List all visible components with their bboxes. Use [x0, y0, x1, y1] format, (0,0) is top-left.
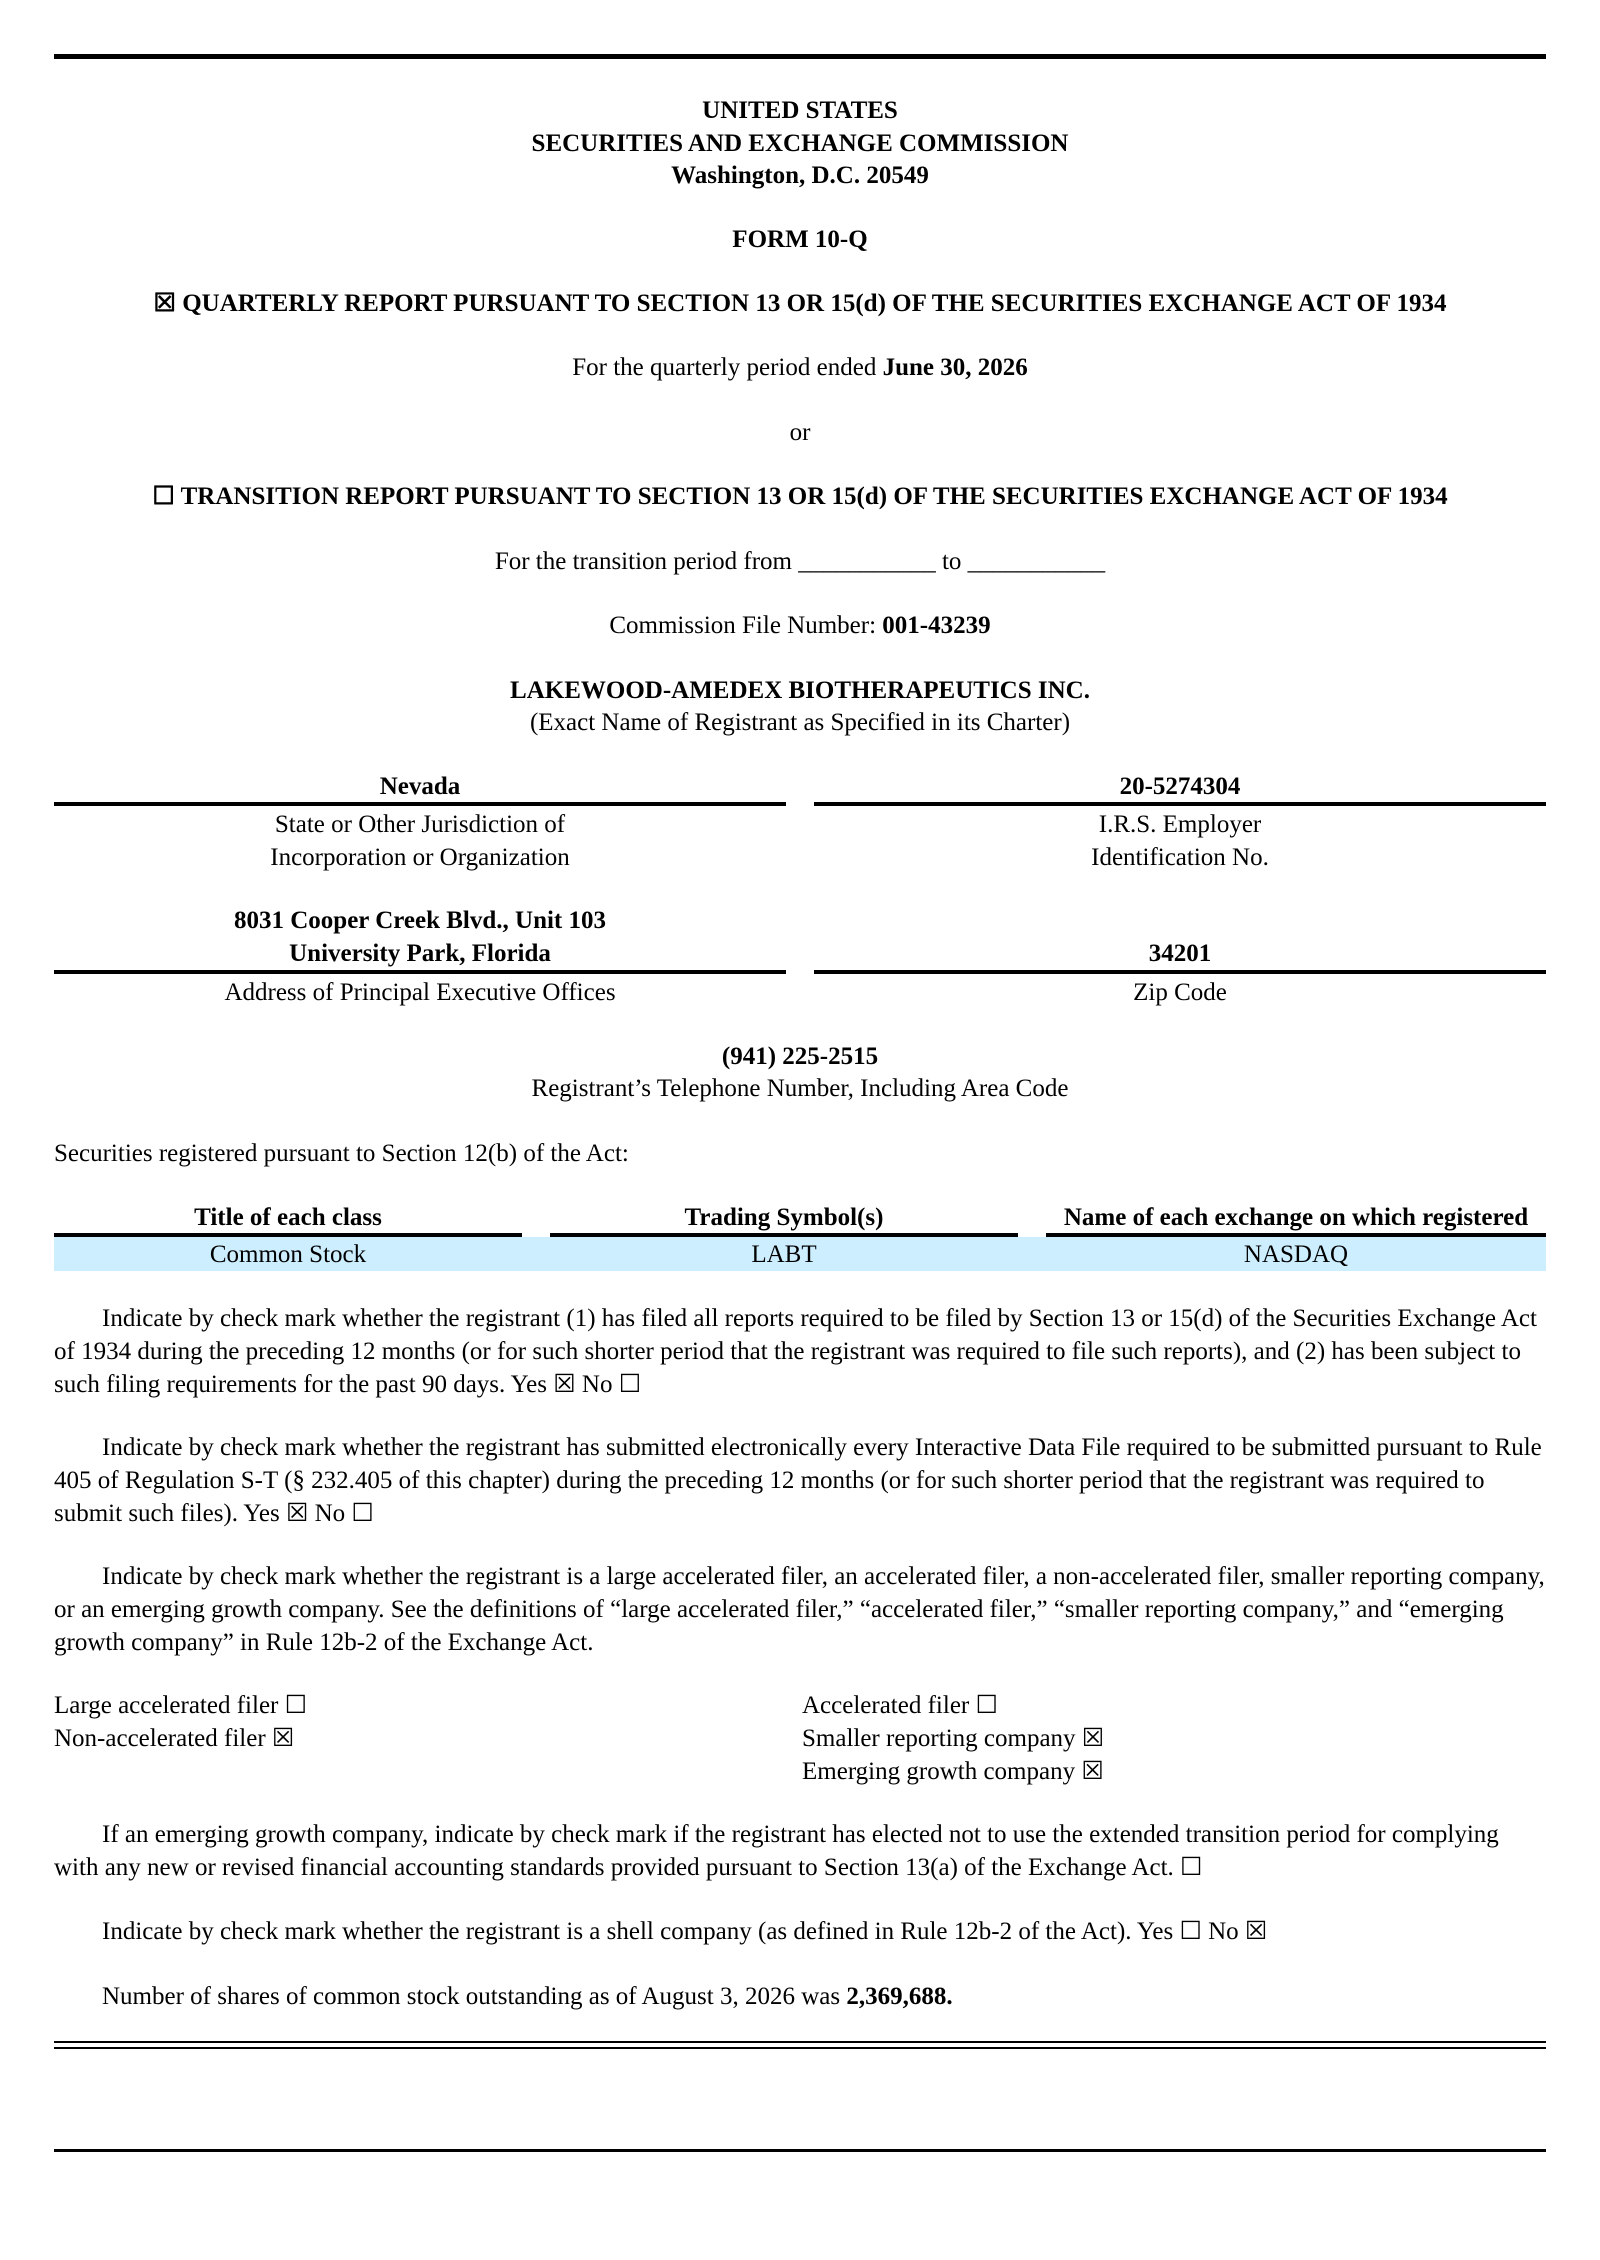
transition-period: For the transition period from ___________ to ___________	[494, 548, 1106, 575]
registrant-name-caption: (Exact Name of Registrant as Specified in its Charter)	[529, 709, 1071, 736]
securities-intro: Securities registered pursuant to Section 12(b) of the Act:	[54, 1140, 629, 1167]
non-accelerated-filer: Non-accelerated filer ☒	[54, 1725, 295, 1752]
executive-office-address	[54, 904, 786, 970]
top-rule	[54, 54, 1546, 59]
header-exchange-name: Name of each exchange on which registered	[1063, 1204, 1529, 1231]
zip-code: 34201	[1148, 940, 1212, 967]
file-number-value: 001-43239	[882, 612, 991, 639]
agency-line-3: Washington, D.C. 20549	[671, 162, 929, 189]
accelerated-filer: Accelerated filer ☐	[802, 1692, 998, 1719]
reporting-compliance-paragraph: Indicate by check mark whether the registrant (1) has filed all reports required to be filed by Section 13 or 15(d) of the Securities Exchange Act of 1934 during the preceding 12 months (or for such shorter period that the registrant was required to file such reports), and (2) has been subject to such filing requirements for the past 90 days. Yes ☒ No ☐	[54, 1305, 1537, 1398]
commission-file-number	[54, 609, 1546, 642]
state-caption	[54, 808, 786, 874]
quarterly-report-line	[54, 287, 1546, 320]
filer-status-right	[802, 1689, 1104, 1788]
address-rule	[54, 970, 786, 974]
zip-caption: Zip Code	[1133, 979, 1227, 1006]
period-date: June 30, 2026	[882, 354, 1028, 381]
agency-line-2: SECURITIES AND EXCHANGE COMMISSION	[531, 130, 1069, 157]
transition-checkbox: ☐	[152, 483, 175, 510]
header-title-of-class: Title of each class	[194, 1204, 382, 1231]
period-prefix: For the quarterly period ended	[572, 354, 883, 381]
interactive-data-paragraph: Indicate by check mark whether the registrant has submitted electronically every Interactive Data File required to be submitted pursuant to Rule 405 of Regulation S-T (§ 232.405 of this chapter) during the preceding 12 months (or for such shorter period that the registrant was required to submit such files). Yes ☒ No ☐	[54, 1434, 1542, 1527]
shares-outstanding-paragraph	[54, 1980, 1546, 2013]
file-number-prefix: Commission File Number:	[609, 612, 883, 639]
cell-exchange: NASDAQ	[1243, 1241, 1349, 1268]
ein-caption-line-1: I.R.S. Employer	[1098, 811, 1262, 838]
bottom-double-rule-lower	[54, 2047, 1546, 2049]
transition-report-line	[54, 480, 1546, 513]
shares-outstanding-prefix: Number of shares of common stock outstanding as of August 3, 2026 was	[102, 1983, 847, 2010]
transition-election-paragraph: If an emerging growth company, indicate by check mark if the registrant has elected not to use the extended transition period for complying with any new or revised financial accounting standards provided pursuant to Section 13(a) of the Exchange Act. ☐	[54, 1821, 1499, 1881]
quarterly-period	[54, 351, 1546, 384]
agency-line-1: UNITED STATES	[702, 97, 898, 124]
ein-caption	[814, 808, 1546, 874]
telephone-number: (941) 225-2515	[721, 1043, 879, 1070]
filer-definition-paragraph: Indicate by check mark whether the registrant is a large accelerated filer, an accelerated filer, a non-accelerated filer, smaller reporting company, or an emerging growth company. See the definitions of “large accelerated filer,” “accelerated filer,” “smaller reporting company,” and “emerging growth company” in Rule 12b-2 of the Exchange Act.	[54, 1563, 1545, 1656]
state-caption-line-1: State or Other Jurisdiction of	[274, 811, 566, 838]
smaller-reporting-company: Smaller reporting company ☒	[802, 1725, 1105, 1752]
or-separator: or	[789, 419, 811, 446]
registrant-name: LAKEWOOD-AMEDEX BIOTHERAPEUTICS INC.	[510, 677, 1090, 704]
quarterly-report-label: QUARTERLY REPORT PURSUANT TO SECTION 13 OR 15(d) OF THE SECURITIES EXCHANGE ACT OF 1934	[182, 290, 1447, 317]
state-caption-line-2: Incorporation or Organization	[270, 844, 570, 871]
emerging-growth-company: Emerging growth company ☒	[802, 1758, 1104, 1785]
page-end-rule	[54, 2149, 1546, 2152]
state-rule	[54, 802, 786, 806]
transition-report-label: TRANSITION REPORT PURSUANT TO SECTION 13 OR 15(d) OF THE SECURITIES EXCHANGE ACT OF 1934	[180, 483, 1448, 510]
cell-symbol: LABT	[751, 1241, 817, 1268]
shell-company-paragraph: Indicate by check mark whether the registrant is a shell company (as defined in Rule 12b-2 of the Act). Yes ☐ No ☒	[102, 1918, 1268, 1945]
filer-status-left	[54, 1689, 307, 1755]
irs-ein: 20-5274304	[1119, 773, 1241, 800]
address-line-2: University Park, Florida	[289, 940, 551, 967]
header-trading-symbol: Trading Symbol(s)	[684, 1204, 884, 1231]
quarterly-checkbox: ☒	[153, 290, 176, 317]
cell-class: Common Stock	[209, 1241, 367, 1268]
shares-outstanding-value: 2,369,688.	[846, 1983, 953, 2010]
bottom-double-rule-upper	[54, 2041, 1546, 2043]
address-caption: Address of Principal Executive Offices	[224, 979, 616, 1006]
form-type: FORM 10-Q	[732, 226, 868, 253]
ein-caption-line-2: Identification No.	[1091, 844, 1269, 871]
address-line-1: 8031 Cooper Creek Blvd., Unit 103	[234, 907, 606, 934]
state-of-incorporation: Nevada	[379, 773, 461, 800]
ein-rule	[814, 802, 1546, 806]
telephone-caption: Registrant’s Telephone Number, Including Area Code	[531, 1075, 1069, 1102]
large-accelerated-filer: Large accelerated filer ☐	[54, 1692, 308, 1719]
zip-rule	[814, 970, 1546, 974]
